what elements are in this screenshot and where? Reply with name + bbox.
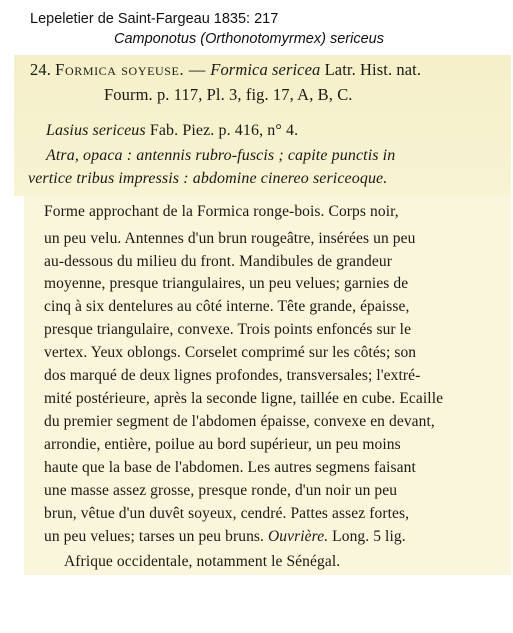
taxon-name: Camponotus (Orthonotomyrmex) sericeus bbox=[114, 31, 384, 47]
size-text: Long. 5 lig. bbox=[332, 528, 406, 545]
description-line: mité postérieure, après la seconde ligne, taillée en cube. Ecaille bbox=[44, 390, 444, 407]
description-line: moyenne, presque triangulaires, un peu velues; garnies de bbox=[44, 275, 409, 292]
latin-diagnosis-line-1: Atra, opaca : antennis rubro-fuscis ; capite punctis in bbox=[46, 147, 396, 164]
description-line: Forme approchant de la Formica ronge-bois. Corps noir, bbox=[44, 203, 399, 220]
description-line: presque triangulaire, convexe. Trois points enfoncés sur le bbox=[44, 321, 412, 338]
authority: Latr. Hist. nat. bbox=[324, 60, 422, 79]
description-line: dos marqué de deux lignes profondes, transversales; l'extré- bbox=[44, 367, 421, 384]
description-line: brun, vêtue d'un duvêt soyeux, cendré. Pattes assez fortes, bbox=[44, 505, 410, 522]
entry-number: 24. bbox=[30, 60, 51, 79]
description-last-line bbox=[44, 527, 406, 547]
synonym-line bbox=[46, 121, 298, 141]
description-line: cinq à six dentelures au côté interne. Tête grande, épaisse, bbox=[44, 298, 410, 315]
entry-heading bbox=[30, 60, 421, 80]
description-line: au-dessous du milieu du front. Mandibules de grandeur bbox=[44, 253, 392, 270]
description-line: arrondie, entière, poilue au bord supérieur, un peu moins bbox=[44, 436, 401, 453]
description-text: un peu velues; tarses un peu bruns. bbox=[44, 528, 265, 545]
description-line: une masse assez grosse, presque ronde, d'un noir un peu bbox=[44, 482, 398, 499]
entry-reference: Fourm. p. 117, Pl. 3, fig. 17, A, B, C. bbox=[104, 85, 353, 104]
synonym-reference: Fab. Piez. p. 416, n° 4. bbox=[149, 122, 299, 139]
french-name: Formica soyeuse. — bbox=[55, 60, 207, 79]
latin-diagnosis-line-2: vertice tribus impressis : abdomine cinereo sericeoque. bbox=[28, 170, 388, 187]
description-line: haute que la base de l'abdomen. Les autres segmens faisant bbox=[44, 459, 416, 476]
description-line: du premier segment de l'abdomen épaisse, convexe en devant, bbox=[44, 413, 435, 430]
species-name: Formica sericea bbox=[210, 60, 321, 79]
synonym-name: Lasius sericeus bbox=[46, 122, 146, 139]
caste-label: Ouvrière. bbox=[268, 528, 329, 545]
locality-line: Afrique occidentale, notamment le Sénégal. bbox=[64, 553, 341, 570]
citation-text: Lepeletier de Saint-Fargeau 1835: 217 bbox=[30, 11, 279, 27]
description-line: vertex. Yeux oblongs. Corselet comprimé sur les côtés; son bbox=[44, 344, 417, 361]
description-line: un peu velu. Antennes d'un brun rougeâtre, insérées un peu bbox=[44, 230, 416, 247]
